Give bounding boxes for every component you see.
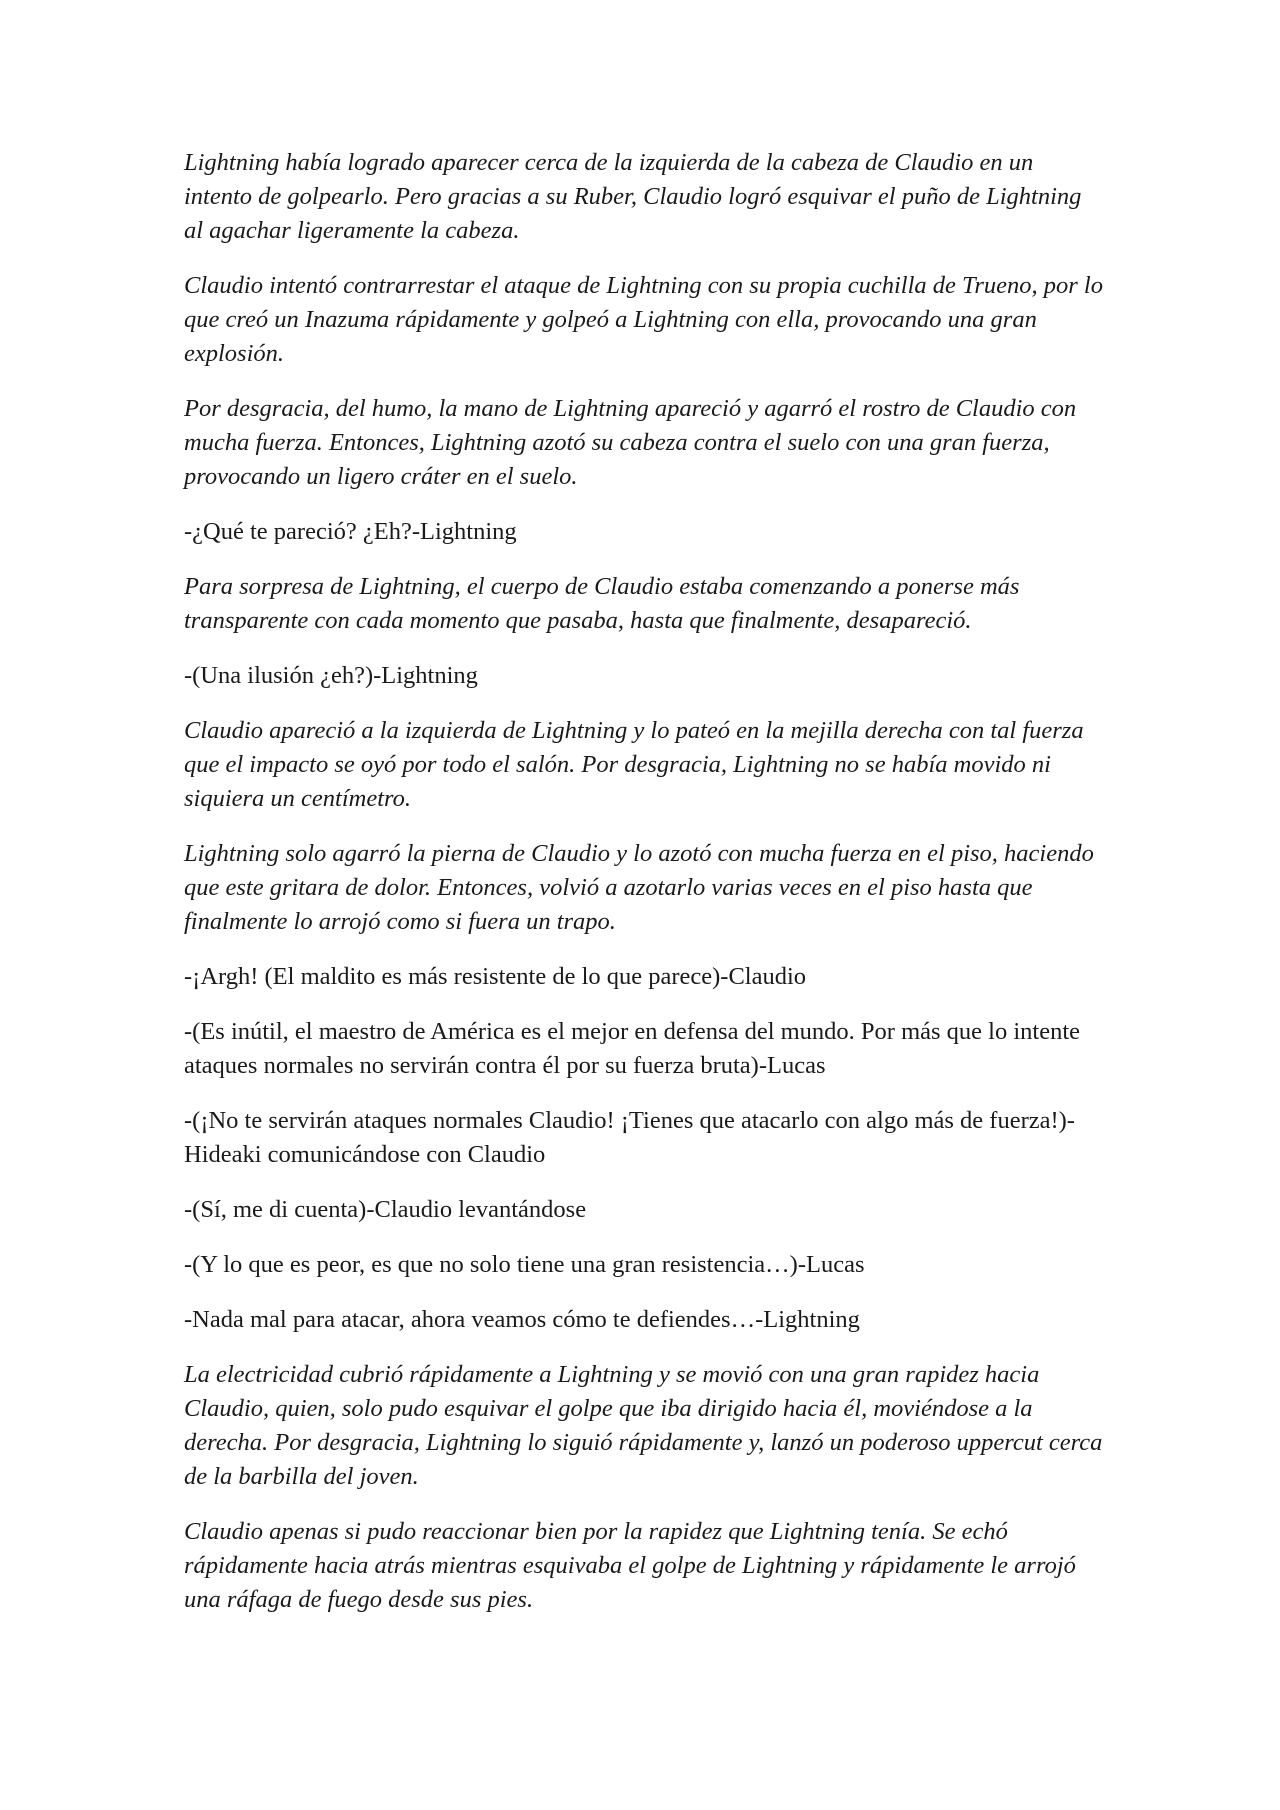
dialogue-line-6: -(Sí, me di cuenta)-Claudio levantándose [184, 1196, 587, 1223]
dialogue-line-1: -¿Qué te pareció? ¿Eh?-Lightning [184, 518, 517, 545]
paragraph-6: Lightning solo agarró la pierna de Claudio y lo azotó con mucha fuerza en el piso, haciendo que este gritara de dolor. Entonces, volvió a azotarlo varias veces en el piso hasta que finalmente lo arrojó como si fuera un trapo. [184, 840, 1094, 935]
dialogue-line-2: -(Una ilusión ¿eh?)-Lightning [184, 662, 478, 689]
paragraph-4: Para sorpresa de Lightning, el cuerpo de Claudio estaba comenzando a ponerse más transparente con cada momento que pasaba, hasta que finalmente, desapareció. [184, 573, 1020, 634]
dialogue-line-3: -¡Argh! (El maldito es más resistente de lo que parece)-Claudio [184, 963, 807, 990]
paragraph-8: Claudio apenas si pudo reaccionar bien por la rapidez que Lightning tenía. Se echó rápidamente hacia atrás mientras esquivaba el golpe de Lightning y rápidamente le arrojó una ráfaga de fuego desde sus pies. [184, 1518, 1076, 1613]
paragraph-3: Por desgracia, del humo, la mano de Lightning apareció y agarró el rostro de Claudio con mucha fuerza. Entonces, Lightning azotó su cabeza contra el suelo con una gran fuerza, provocando un ligero cráter en el suelo. [184, 395, 1077, 490]
dialogue-line-4: -(Es inútil, el maestro de América es el mejor en defensa del mundo. Por más que lo intente ataques normales no servirán contra él por su fuerza bruta)-Lucas [184, 1018, 1081, 1079]
paragraph-1: Lightning había logrado aparecer cerca de la izquierda de la cabeza de Claudio en un intento de golpearlo. Pero gracias a su Ruber, Claudio logró esquivar el puño de Lightning al agachar ligeramente la cabeza. [184, 149, 1082, 244]
dialogue-line-7: -(Y lo que es peor, es que no solo tiene una gran resistencia…)-Lucas [184, 1251, 865, 1278]
dialogue-line-8: -Nada mal para atacar, ahora veamos cómo te defiendes…-Lightning [184, 1306, 860, 1333]
dialogue-line-5: -(¡No te servirán ataques normales Claudio! ¡Tienes que atacarlo con algo más de fuerza!)-Hideaki comunicándose con Claudio [184, 1107, 1075, 1168]
paragraph-7: La electricidad cubrió rápidamente a Lightning y se movió con una gran rapidez hacia Claudio, quien, solo pudo esquivar el golpe que iba dirigido hacia él, moviéndose a la derecha. Por desgracia, Lightning lo siguió rápidamente y, lanzó un poderoso uppercut cerca de la barbilla del joven. [184, 1361, 1103, 1490]
paragraph-2: Claudio intentó contrarrestar el ataque de Lightning con su propia cuchilla de Trueno, por lo que creó un Inazuma rápidamente y golpeó a Lightning con ella, provocando una gran explosión. [184, 272, 1103, 367]
document-body [184, 146, 1104, 1638]
paragraph-5: Claudio apareció a la izquierda de Lightning y lo pateó en la mejilla derecha con tal fuerza que el impacto se oyó por todo el salón. Por desgracia, Lightning no se había movido ni siquiera un centímetro. [184, 717, 1084, 812]
